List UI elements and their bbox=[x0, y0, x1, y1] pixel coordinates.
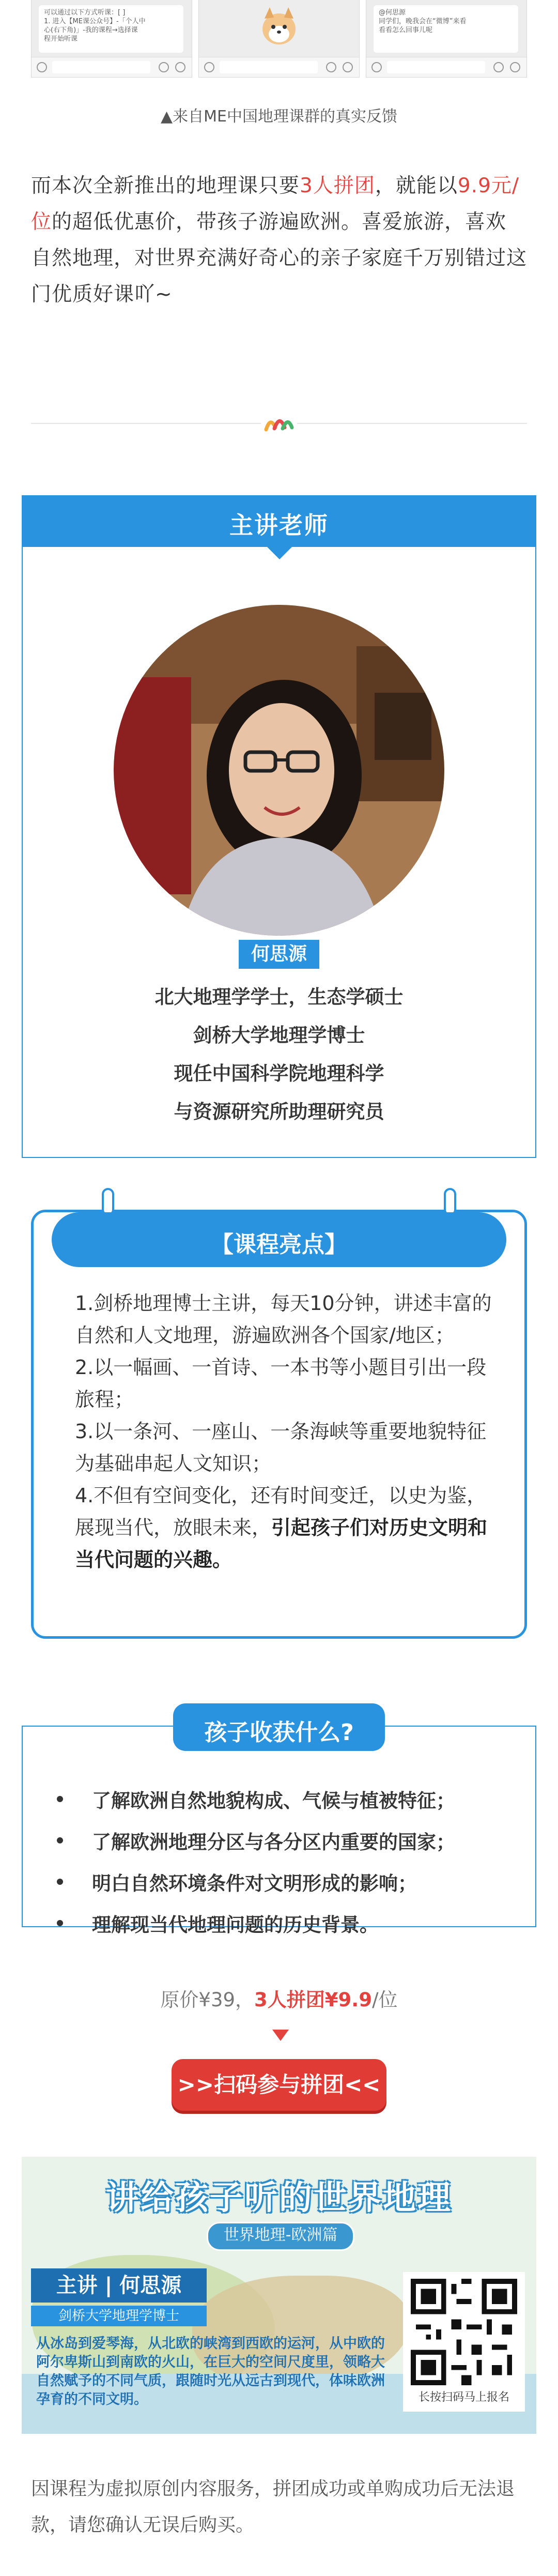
teacher-section-title: 主讲老师 bbox=[229, 511, 329, 539]
chat-input bbox=[387, 61, 485, 73]
chat-bubble bbox=[374, 5, 518, 53]
banner-teacher-tag: 主讲 | 何思源 bbox=[31, 2268, 207, 2303]
teacher-header bbox=[22, 495, 536, 547]
highlights-title: 【课程亮点】 bbox=[211, 1231, 347, 1258]
arrow-down-icon bbox=[272, 2030, 289, 2041]
chat-input bbox=[52, 61, 150, 73]
teacher-credential: 剑桥大学地理学博士 bbox=[193, 1024, 365, 1046]
gain-text: 明白自然环境条件对文明形成的影响； bbox=[92, 1872, 417, 1895]
highlight-text: 4.不但有空间变化，还有时间变迁，以史为鉴，展现当代，放眼未来， bbox=[75, 1484, 487, 1539]
emoji-icon bbox=[326, 62, 336, 72]
gain-text: 了解欧洲地理分区与各分区内重要的国家； bbox=[92, 1831, 455, 1853]
binder-ring-icon bbox=[444, 1188, 456, 1216]
intro-text: ，就能以 bbox=[375, 174, 458, 197]
bullet-icon bbox=[57, 1837, 63, 1843]
price-unit: /位 bbox=[372, 1989, 398, 2011]
intro-text: 而本次全新推出的地理课只要 bbox=[31, 174, 300, 197]
chat-text: @何思源 bbox=[379, 9, 406, 17]
bullet-icon bbox=[57, 1879, 63, 1885]
teacher-name: 何思源 bbox=[239, 940, 319, 969]
dog-sticker-icon bbox=[258, 4, 300, 49]
original-price: 原价¥39， bbox=[160, 1989, 255, 2011]
highlight-item: 2.以一幅画、一首诗、一本书等小题目引出一段旅程； bbox=[75, 1356, 487, 1411]
gain-text: 了解欧洲自然地貌构成、气候与植被特征； bbox=[92, 1790, 455, 1812]
chat-text: 同学们，晚我会在“微博”来看 bbox=[379, 18, 467, 25]
join-group-button[interactable]: >>扫码参与拼团<< bbox=[172, 2059, 386, 2111]
highlights-list bbox=[75, 1287, 493, 1576]
highlight-emphasis: 引起孩子们对历史文明和当代问题的兴趣。 bbox=[75, 1516, 488, 1571]
header-pointer bbox=[266, 546, 293, 559]
chat-text: 1. 进入【ME课公众号】-「个人中 bbox=[44, 18, 146, 25]
banner-subtitle: 世界地理-欧洲篇 bbox=[207, 2222, 354, 2251]
chat-text: 程开始听课 bbox=[44, 35, 78, 43]
chat-input-bar bbox=[366, 57, 526, 77]
highlight-item: 3.以一条河、一座山、一条海峡等重要地貌特征为基础串起人文知识； bbox=[75, 1420, 487, 1475]
qr-code[interactable] bbox=[411, 2279, 517, 2385]
chat-text: 心(右下角)」-我的课程→选择课 bbox=[44, 26, 138, 34]
binder-ring-icon bbox=[102, 1188, 114, 1216]
bullet-icon bbox=[57, 1796, 63, 1802]
list-item bbox=[57, 1778, 512, 1820]
list-item bbox=[57, 1861, 512, 1902]
highlights-header bbox=[52, 1212, 506, 1267]
plus-icon bbox=[343, 62, 353, 72]
teacher-credential: 现任中国科学院地理科学 bbox=[174, 1062, 384, 1085]
highlight-item bbox=[75, 1480, 493, 1576]
list-item bbox=[57, 1902, 512, 1944]
highlight-item: 1.剑桥地理博士主讲，每天10分钟，讲述丰富的自然和人文地理，游遍欧洲各个国家/地区； bbox=[75, 1292, 492, 1347]
feedback-screenshots bbox=[31, 0, 527, 78]
brand-logo-icon bbox=[261, 411, 297, 435]
chat-bubble bbox=[39, 5, 183, 53]
gains-list bbox=[57, 1778, 512, 1944]
teacher-credential: 与资源研究所助理研究员 bbox=[174, 1101, 384, 1123]
chat-input-bar bbox=[199, 57, 359, 77]
chat-text: 可以通过以下方式听课：[ ] bbox=[44, 9, 126, 17]
voice-icon bbox=[37, 62, 47, 72]
price-line bbox=[0, 1984, 558, 2012]
refund-notice: 因课程为虚拟原创内容服务，拼团成功或单购成功后无法退款，请您确认无误后购买。 bbox=[31, 2478, 515, 2536]
qr-caption: 长按扫码马上报名 bbox=[418, 2391, 509, 2404]
emoji-icon bbox=[159, 62, 169, 72]
banner-teacher-title: 剑桥大学地理学博士 bbox=[31, 2306, 207, 2326]
chat-screenshot-1 bbox=[31, 0, 192, 78]
chat-input bbox=[220, 61, 318, 73]
bullet-icon bbox=[57, 1920, 63, 1926]
intro-highlight: 9.9元/位 bbox=[31, 174, 520, 234]
gain-text: 理解现当代地理问题的历史背景。 bbox=[92, 1914, 379, 1936]
banner-title: 讲给孩子听的世界地理 bbox=[106, 2179, 452, 2217]
group-price: 3人拼团¥9.9 bbox=[254, 1989, 373, 2011]
intro-text: 的超低优惠价，带孩子游遍欧洲。喜爱旅游，喜欢自然地理，对世界充满好奇心的亲子家庭千万别错过这门优质好课吖~ bbox=[31, 210, 528, 306]
teacher-photo bbox=[114, 605, 444, 936]
chat-screenshot-3 bbox=[366, 0, 527, 78]
gains-header bbox=[173, 1703, 385, 1751]
chat-screenshot-2 bbox=[198, 0, 360, 78]
banner-description: 从冰岛到爱琴海，从北欧的峡湾到西欧的运河，从中欧的阿尔卑斯山到南欧的火山，在巨大的空间尺度里，领略大自然赋予的不同气质，跟随时光从远古到现代，体味欧洲孕育的不同文明。 bbox=[36, 2336, 385, 2407]
plus-icon bbox=[175, 62, 185, 72]
intro-highlight: 3人拼团 bbox=[300, 174, 375, 197]
plus-icon bbox=[510, 62, 520, 72]
intro-paragraph bbox=[31, 168, 527, 313]
voice-icon bbox=[371, 62, 382, 72]
gains-title: 孩子收获什么? bbox=[204, 1719, 354, 1746]
feedback-caption: ▲来自ME中国地理课群的真实反馈 bbox=[161, 108, 397, 126]
chat-text: 看看怎么回事儿呢 bbox=[379, 26, 433, 34]
voice-icon bbox=[204, 62, 214, 72]
list-item bbox=[57, 1820, 512, 1861]
chat-input-bar bbox=[32, 57, 192, 77]
emoji-icon bbox=[493, 62, 504, 72]
teacher-credential: 北大地理学学士，生态学硕士 bbox=[154, 986, 404, 1008]
